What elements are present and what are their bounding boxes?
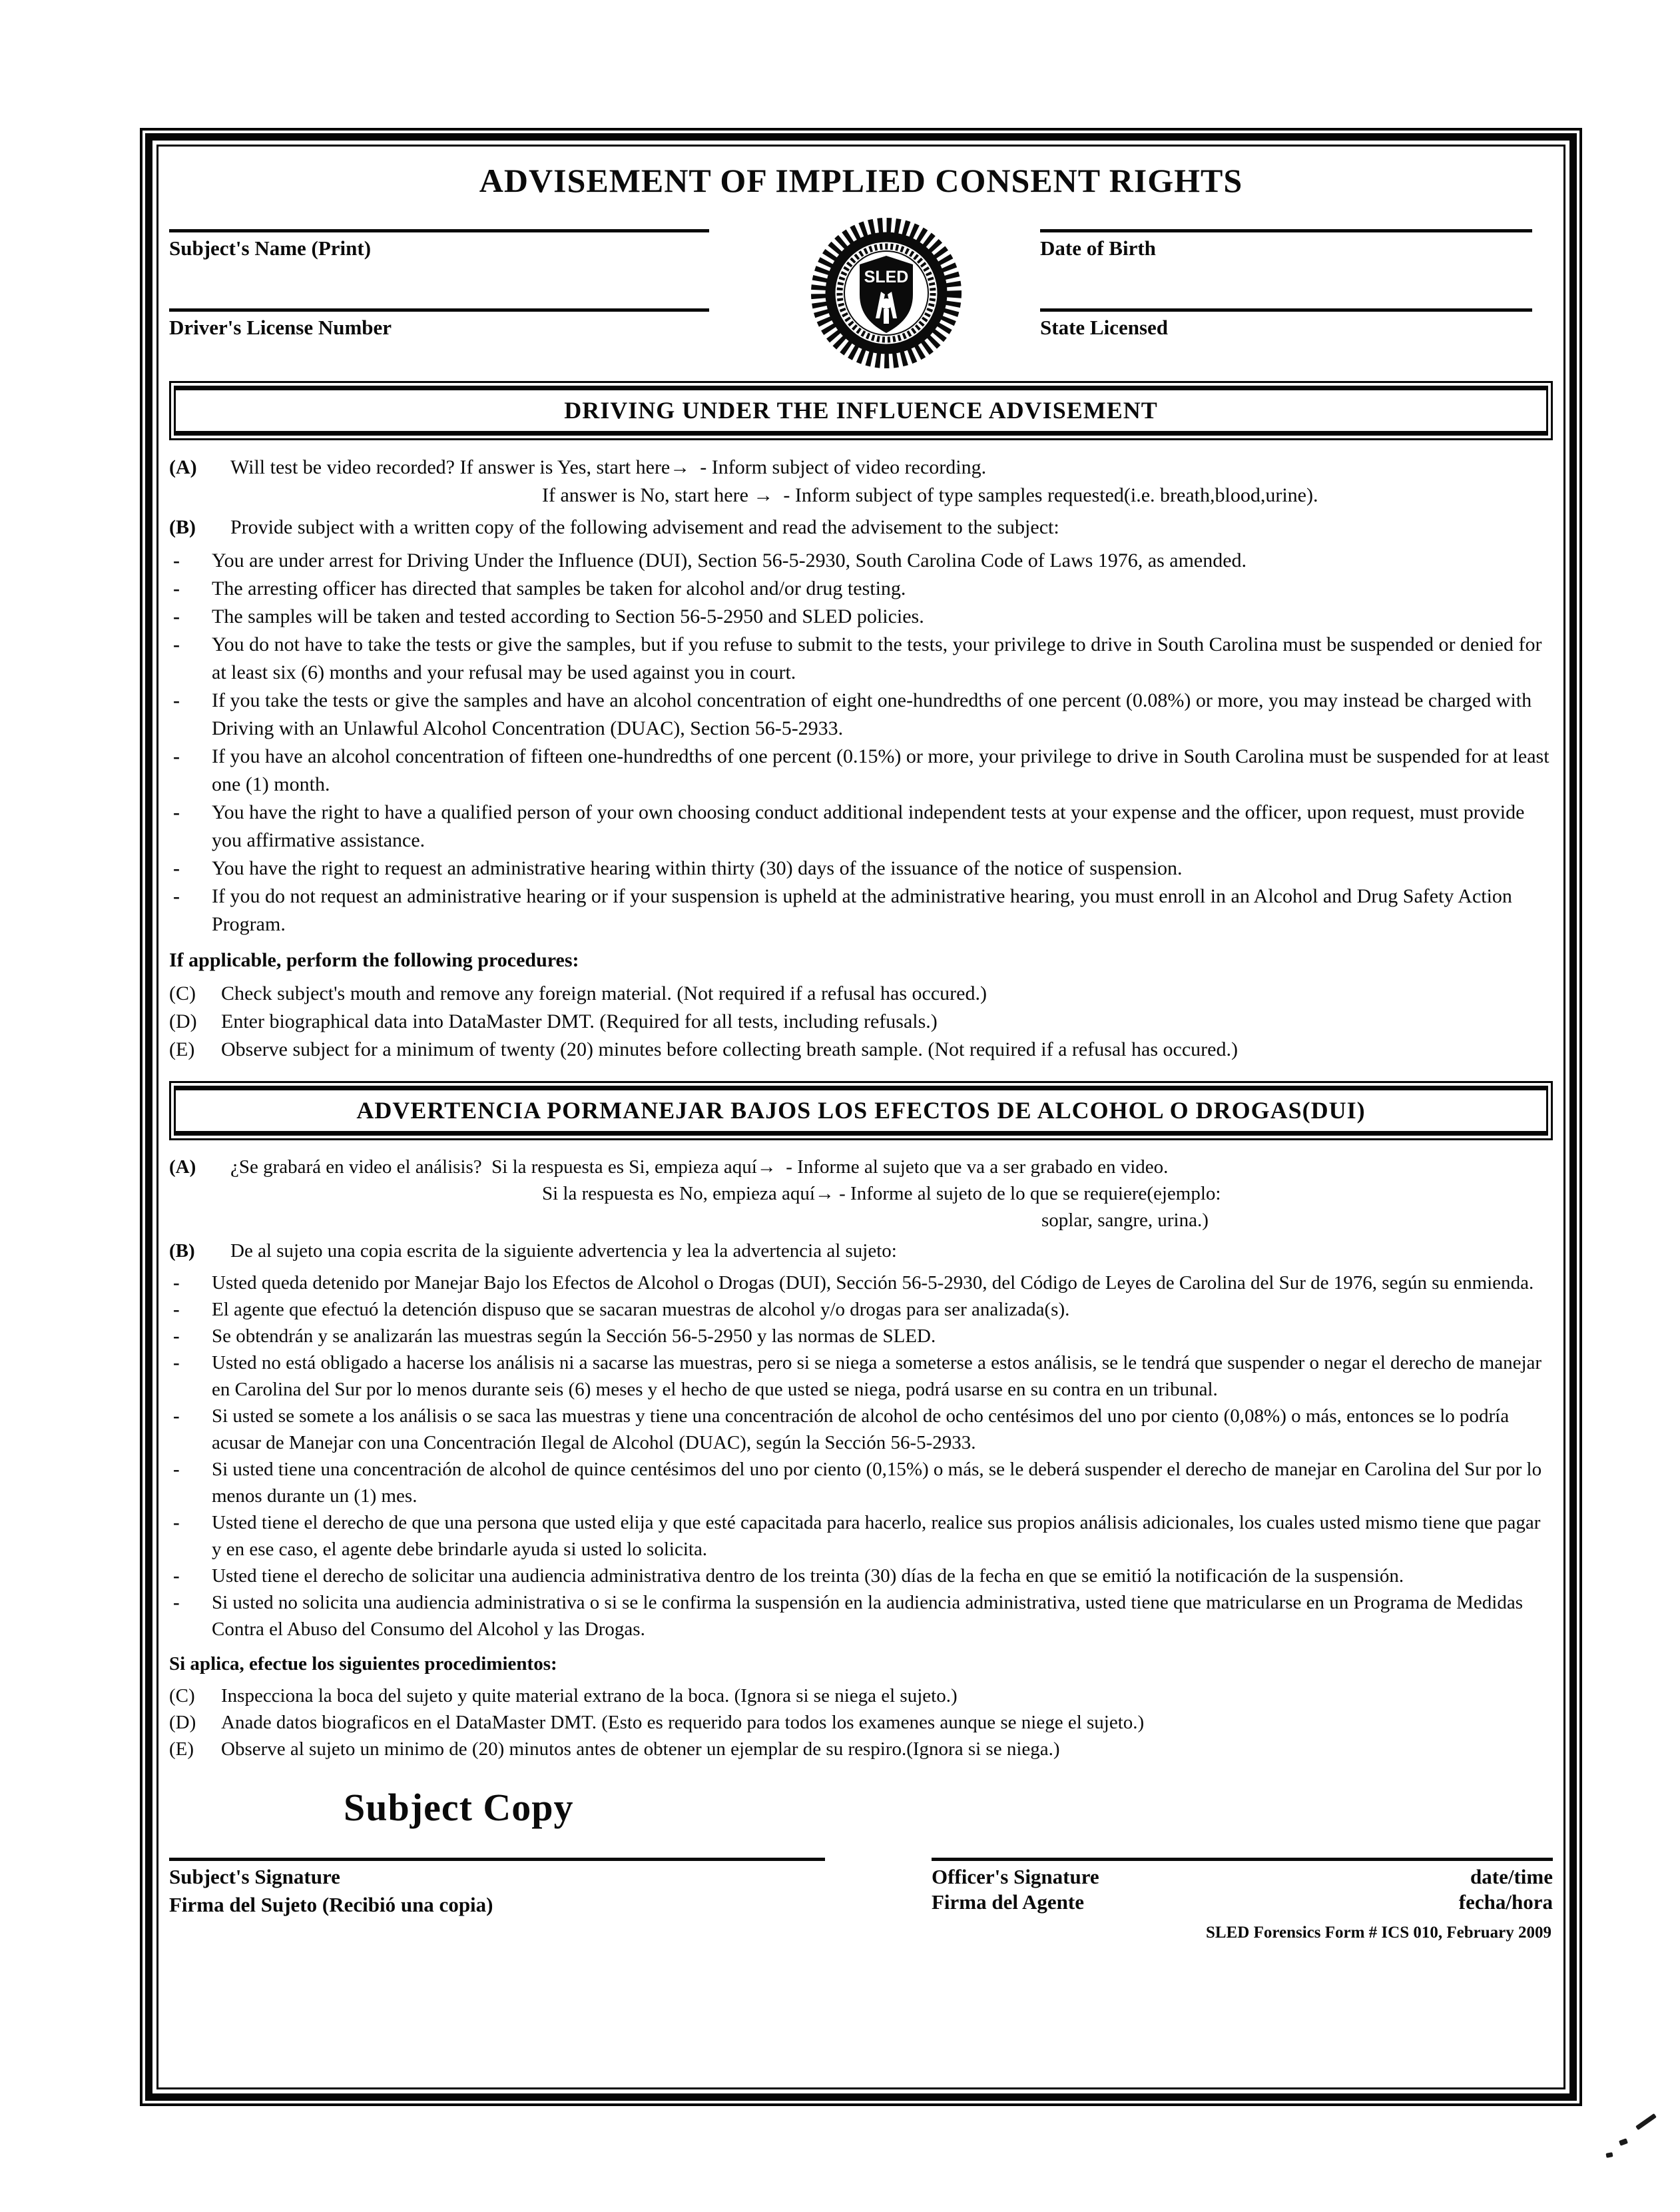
state-licensed-blank-line [1040,308,1532,312]
bullet-text: El agente que efectuó la detención dispuso que se sacaran muestras de alcohol y/o drogas para ser analizada(s). [212,1299,1070,1320]
subject-signature-label: Subject's Signature [169,1865,340,1888]
spanish-section-title: ADVERTENCIA PORMANEJAR BAJOS LOS EFECTOS DE ALCOHOL O DROGAS(DUI) [174,1086,1548,1136]
item-b-label-es: (B) [169,1240,195,1262]
procedure-row [169,1682,1553,1709]
subject-signature-line [169,1858,825,1861]
procedure-text: Enter biographical data into DataMaster DMT. (Required for all tests, including refusals.) [221,1010,938,1032]
item-a-line1-es: ¿Se grabará en video el análisis? Si la respuesta es Si, empieza aquí→ - Informe al sujeto que va a ser grabado en video. [230,1156,1169,1178]
advisement-bullet [169,1296,1553,1323]
license-number-field [169,308,732,340]
english-section-body [169,454,1553,1064]
advisement-bullet [169,1349,1553,1403]
signature-gap [825,1858,932,1942]
english-section-title: DRIVING UNDER THE INFLUENCE ADVISEMENT [174,386,1548,436]
bullet-marker: - [173,605,180,627]
bullet-marker: - [173,1352,180,1373]
bullet-marker: - [173,885,180,907]
dob-label: Date of Birth [1040,236,1156,260]
bullet-text: The samples will be taken and tested according to Section 56-5-2950 and SLED policies. [212,605,924,627]
item-a-label: (A) [169,456,197,478]
procedure-text: Observe al sujeto un minimo de (20) minutos antes de obtener un ejemplar de su respiro.(Ignora si se niega.) [221,1738,1060,1760]
advisement-bullet [169,1270,1553,1296]
bullet-marker: - [173,1325,180,1347]
advisement-bullet [169,603,1553,631]
spanish-procedures-intro: Si aplica, efectue los siguientes procedimientos: [169,1653,557,1674]
bullet-text: You do not have to take the tests or give the samples, but if you refuse to submit to the tests, your privilege to drive in South Carolina must be suspended or denied for at least six (6) months and your refusal may be used against you in court. [212,633,1542,683]
bullet-marker: - [173,577,180,599]
procedure-text: Anade datos biograficos en el DataMaster DMT. (Esto es requerido para todos los examenes aunque se niege el sujeto.) [221,1712,1145,1733]
bullet-text: Se obtendrán y se analizarán las muestras según la Sección 56-5-2950 y las normas de SLED. [212,1325,936,1347]
advisement-bullet [169,1323,1553,1349]
subject-signature-field [169,1858,825,1942]
officer-signature-field [932,1858,1553,1942]
procedure-row [169,1036,1553,1064]
dob-blank-line [1040,229,1532,232]
procedure-text: Observe subject for a minimum of twenty (20) minutes before collecting breath sample. (Not required if a refusal has occured.) [221,1038,1238,1060]
spanish-section-body [169,1154,1553,1762]
subject-signature-label-es: Firma del Sujeto (Recibió una copia) [169,1893,493,1916]
page-content [157,148,1565,2091]
item-a-line3-es: soplar, sangre, urina.) [1041,1210,1209,1231]
bullet-marker: - [173,633,180,655]
procedure-row [169,1008,1553,1036]
sled-seal-icon [806,213,966,373]
bullet-marker: - [173,550,180,571]
header-left-column [169,210,732,373]
pen-mark [1635,2113,1657,2130]
officer-signature-label: Officer's Signature [932,1865,1099,1888]
form-number: SLED Forensics Form # ICS 010, February 2009 [1206,1924,1551,1942]
datetime-label-es: fecha/hora [1458,1890,1553,1914]
state-licensed-field [1040,308,1553,340]
english-procedures-intro: If applicable, perform the following procedures: [169,949,579,971]
english-advisement-bullets [169,547,1553,938]
bullet-text: If you have an alcohol concentration of fifteen one-hundredths of one percent (0.15%) or more, your privilege to drive in South Carolina must be suspended for at least one (1) month. [212,745,1549,795]
bullet-text: Usted queda detenido por Manejar Bajo los Efectos de Alcohol o Drogas (DUI), Sección 56-5-2930, del Código de Leyes de Carolina del Sur de 1976, según su enmienda. [212,1272,1534,1293]
header-right-column [1040,210,1553,373]
procedure-label: (E) [169,1038,195,1060]
english-item-a [169,454,1553,482]
bullet-text: Si usted se somete a los análisis o se saca las muestras y tiene una concentración de alcohol de ocho centésimos del uno por ciento (0,08%) o más, entonces se lo podría acusar de Manejar con una Concentración Ilegal de Alcohol (DUAC), según la Sección 56-5-2933. [212,1405,1510,1453]
spanish-item-a [169,1154,1553,1180]
procedure-row [169,1736,1553,1762]
advisement-bullet [169,1403,1553,1456]
advisement-bullet [169,1563,1553,1589]
procedure-row [169,980,1553,1008]
item-a-line1: Will test be video recorded? If answer is Yes, start here→ - Inform subject of video recording. [230,456,987,478]
item-b-text-es: De al sujeto una copia escrita de la siguiente advertencia y lea la advertencia al sujeto: [230,1240,897,1262]
procedure-label: (C) [169,1685,195,1706]
state-licensed-label: State Licensed [1040,316,1169,339]
pen-mark [1605,2152,1613,2158]
item-a-label-es: (A) [169,1156,196,1178]
bullet-text: If you take the tests or give the samples and have an alcohol concentration of eight one-hundredths of one percent (0.08%) or more, you may instead be charged with Driving with an Unlawful Alcohol Concentration (DUAC), Section 56-5-2933. [212,689,1532,739]
bullet-marker: - [173,1459,180,1480]
bullet-marker: - [173,1272,180,1293]
license-number-blank-line [169,308,709,312]
header-fields [169,210,1553,372]
bullet-text: You have the right to request an administrative hearing within thirty (30) days of the issuance of the notice of suspension. [212,857,1183,879]
bullet-marker: - [173,745,180,767]
advisement-bullet [169,743,1553,799]
bullet-text: Usted tiene el derecho de solicitar una audiencia administrativa dentro de los treinta (30) días de la fecha en que se emitió la notificación de la suspensión. [212,1565,1404,1587]
form-title: ADVISEMENT OF IMPLIED CONSENT RIGHTS [479,162,1243,199]
copy-designation: Subject Copy [344,1786,574,1829]
bullet-marker: - [173,1512,180,1533]
bullet-marker: - [173,689,180,711]
license-number-label: Driver's License Number [169,316,392,339]
spanish-advisement-bullets [169,1270,1553,1643]
spanish-procedures [169,1682,1553,1762]
item-a-line2-es: Si la respuesta es No, empieza aquí→ - Informe al sujeto de lo que se requiere(ejemplo: [542,1183,1221,1204]
english-procedures [169,980,1553,1064]
advisement-bullet [169,1456,1553,1509]
subject-name-blank-line [169,229,709,232]
procedure-label: (C) [169,982,196,1004]
procedure-label: (D) [169,1712,196,1733]
subject-name-field [169,229,732,260]
bullet-text: The arresting officer has directed that samples be taken for alcohol and/or drug testing. [212,577,906,599]
seal-container [732,210,1040,373]
spanish-item-b [169,1238,1553,1264]
procedure-row [169,1709,1553,1736]
procedure-label: (E) [169,1738,194,1760]
advisement-bullet [169,855,1553,883]
subject-name-label: Subject's Name (Print) [169,236,372,260]
bullet-marker: - [173,1592,180,1613]
english-item-b [169,514,1553,542]
advisement-bullet [169,883,1553,938]
page-frame [140,128,1582,2106]
bullet-text: You have the right to have a qualified person of your own choosing conduct additional independent tests at your expense and the officer, upon request, must provide you affirmative assistance. [212,801,1525,851]
bullet-text: Si usted no solicita una audiencia administrativa o si se le confirma la suspensión en la audiencia administrativa, usted tiene que matricularse en un Programa de Medidas Contra el Abuso del Consumo del Alcohol y las Drogas. [212,1592,1524,1640]
seal-text: SLED [864,268,908,286]
pen-mark [1619,2138,1628,2146]
dob-field [1040,229,1553,260]
advisement-bullet [169,687,1553,743]
advisement-bullet [169,631,1553,687]
item-b-label: (B) [169,516,196,538]
bullet-text: Si usted tiene una concentración de alcohol de quince centésimos del uno por ciento (0,15%) o más, se le deberá suspender el derecho de manejar en Carolina del Sur por lo menos durante un (1) mes. [212,1459,1542,1507]
bullet-marker: - [173,1405,180,1427]
advisement-bullet [169,1589,1553,1643]
datetime-label: date/time [1470,1865,1553,1888]
signature-block [169,1858,1553,1942]
english-section-header-box [169,381,1553,440]
bullet-marker: - [173,1565,180,1587]
advisement-bullet [169,547,1553,575]
advisement-bullet [169,1509,1553,1563]
bullet-text: If you do not request an administrative hearing or if your suspension is upheld at the administrative hearing, you must enroll in an Alcohol and Drug Safety Action Program. [212,885,1512,935]
advisement-bullet [169,575,1553,603]
officer-signature-label-es: Firma del Agente [932,1890,1085,1914]
bullet-text: You are under arrest for Driving Under the Influence (DUI), Section 56-5-2930, South Carolina Code of Laws 1976, as amended. [212,550,1247,571]
bullet-text: Usted tiene el derecho de que una persona que usted elija y que esté capacitada para hacerlo, realice sus propios análisis adicionales, los cuales usted mismo tiene que pagar y en ese caso, el agente debe brindarle ayuda si usted lo solicita. [212,1512,1541,1560]
bullet-marker: - [173,1299,180,1320]
item-a-line2: If answer is No, start here → - Inform subject of type samples requested(i.e. breath,blood,urine). [542,484,1318,506]
item-b-text: Provide subject with a written copy of the following advisement and read the advisement to the subject: [230,516,1059,538]
procedure-text: Inspecciona la boca del sujeto y quite material extrano de la boca. (Ignora si se niega el sujeto.) [221,1685,958,1706]
spanish-section-header-box [169,1081,1553,1140]
bullet-marker: - [173,801,180,823]
bullet-marker: - [173,857,180,879]
bullet-text: Usted no está obligado a hacerse los análisis ni a sacarse las muestras, pero si se niega a someterse a estos análisis, se le tendrá que suspender o negar el derecho de manejar en Carolina del Sur por lo menos durante seis (6) meses y el hecho de que usted se niega, podrá usarse en su contra en un tribunal. [212,1352,1542,1400]
procedure-label: (D) [169,1010,197,1032]
procedure-text: Check subject's mouth and remove any foreign material. (Not required if a refusal has occured.) [221,982,987,1004]
advisement-bullet [169,799,1553,855]
